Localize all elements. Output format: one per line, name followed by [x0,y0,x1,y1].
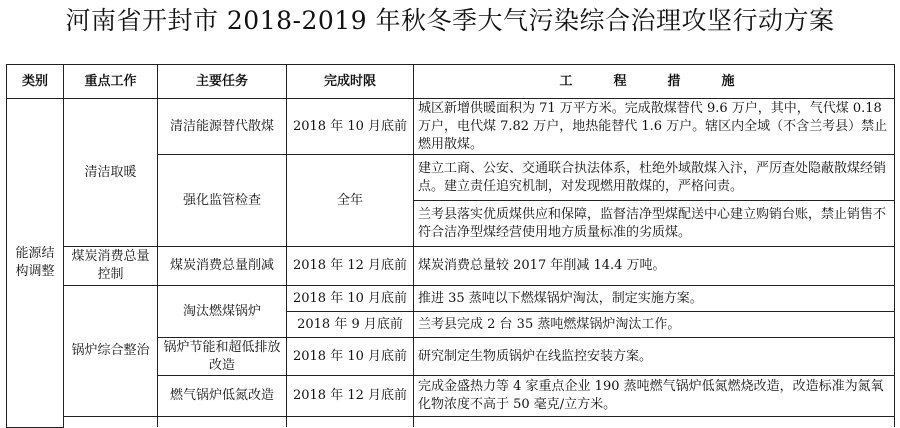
category-cell: 能源结构调整 [7,99,64,428]
deadline-cell: 2018 年 12 月底前 [287,247,414,286]
measure-cell: 建立工商、公安、交通联合执法体系，杜绝外域散煤入汴，严厉查处隐蔽散煤经销点。建立责任追究机制，对发现燃用散煤的，严格问责。 [414,155,895,201]
table-row [7,99,895,155]
key-work-cell: 煤炭消费总量控制 [64,247,158,286]
measure-cell: 兰考县落实优质煤供应和保障，监督洁净型煤配送中心建立购销台账，禁止销售不符合洁净型煤经营使用地方质量标准的劣质煤。 [414,201,895,247]
table-row [7,286,895,312]
deadline-cell: 2018 年 10 月底前 [287,286,414,312]
measure-cell: 兰考县完成 2 台 35 蒸吨燃煤锅炉淘汰工作。 [414,312,895,338]
key-work-cell: 清洁取暖 [64,99,158,247]
deadline-cell: 2018 年 10 月底前 [287,338,414,376]
continued-cell [158,417,287,428]
header-deadline: 完成时限 [287,65,414,99]
task-cell: 锅炉节能和超低排放改造 [158,338,287,376]
table-row [7,247,895,286]
header-category: 类别 [7,65,64,99]
key-work-cell: 锅炉综合整治 [64,286,158,417]
measure-cell: 推进 35 蒸吨以下燃煤锅炉淘汰，制定实施方案。 [414,286,895,312]
measure-cell: 城区新增供暖面积为 71 万平方米。完成散煤替代 9.6 万户，其中，气代煤 0.18 万户，电代煤 7.82 万户，地热能替代 1.6 万户。辖区内全域（不含兰考县）禁止燃用散煤。 [414,99,895,155]
task-cell: 淘汰燃煤锅炉 [158,286,287,338]
task-cell: 强化监管检查 [158,155,287,247]
header-key-work: 重点工作 [64,65,158,99]
deadline-cell: 全年 [287,155,414,247]
measure-cell: 煤炭消费总量较 2017 年削减 14.4 万吨。 [414,247,895,286]
document-title: 河南省开封市 2018-2019 年秋冬季大气污染综合治理攻坚行动方案 [65,6,835,35]
measure-cell: 完成金盛热力等 4 家重点企业 190 蒸吨燃气锅炉低氮燃烧改造，改造标准为氮氧化物浓度不高于 50 毫克/立方米。 [414,376,895,417]
deadline-cell: 2018 年 10 月底前 [287,99,414,155]
task-cell: 清洁能源替代散煤 [158,99,287,155]
continued-cell [414,417,895,428]
action-plan-table [6,64,895,428]
continued-cell [64,417,158,428]
task-cell: 燃气锅炉低氮改造 [158,376,287,417]
deadline-cell: 2018 年 12 月底前 [287,376,414,417]
deadline-cell: 2018 年 9 月底前 [287,312,414,338]
table-row-continued [7,417,895,428]
header-main-task: 主要任务 [158,65,287,99]
task-cell: 煤炭消费总量削减 [158,247,287,286]
continued-cell [287,417,414,428]
table-header-row [7,65,895,99]
header-measures: 工 程 措 施 [414,65,895,99]
measure-cell: 研究制定生物质锅炉在线监控安装方案。 [414,338,895,376]
